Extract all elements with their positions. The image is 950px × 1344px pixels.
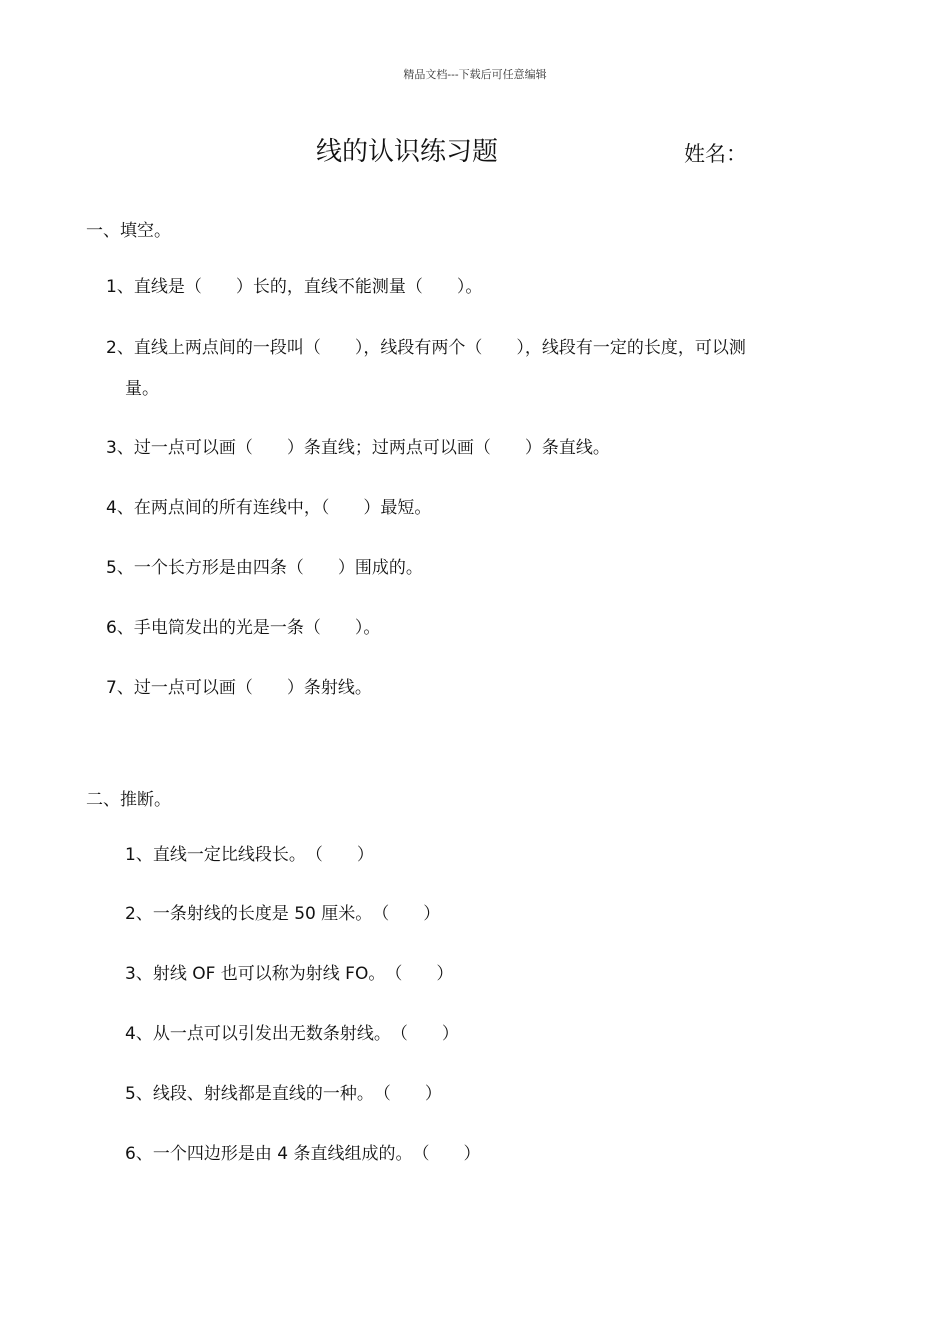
judge-question-5: 5、线段、射线都是直线的一种。 （ ）	[125, 1084, 442, 1104]
header-note: 精品文档---下载后可任意编辑	[403, 68, 547, 81]
fill-question-2: 2、直线上两点间的一段叫（ ），线段有两个（ ），线段有一定的长度，可以测	[106, 338, 746, 358]
name-label: 姓名：	[684, 142, 747, 166]
section-heading-fill-in: 一、填空。	[86, 221, 171, 241]
fill-question-4: 4、在两点间的所有连线中，（ ）最短。	[106, 498, 432, 518]
judge-question-1: 1、直线一定比线段长。 （ ）	[125, 845, 374, 865]
judge-question-4: 4、从一点可以引发出无数条射线。 （ ）	[125, 1024, 459, 1044]
fill-question-1: 1、直线是（ ）长的，直线不能测量（ ）。	[106, 277, 483, 297]
fill-question-6: 6、手电筒发出的光是一条（ ）。	[106, 618, 381, 638]
judge-question-2: 2、一条射线的长度是 50 厘米。 （ ）	[125, 904, 441, 924]
page-title: 线的认识练习题	[316, 137, 499, 167]
fill-question-3: 3、过一点可以画（ ）条直线；过两点可以画（ ）条直线。	[106, 438, 610, 458]
judge-question-6: 6、一个四边形是由 4 条直线组成的。 （ ）	[125, 1144, 481, 1164]
fill-question-5: 5、一个长方形是由四条（ ）围成的。	[106, 558, 423, 578]
fill-question-7: 7、过一点可以画（ ）条射线。	[106, 678, 372, 698]
section-heading-judge: 二、推断。	[86, 790, 171, 810]
judge-question-3: 3、射线 OF 也可以称为射线 FO。 （ ）	[125, 964, 454, 984]
fill-question-2-continued: 量。	[125, 379, 159, 399]
